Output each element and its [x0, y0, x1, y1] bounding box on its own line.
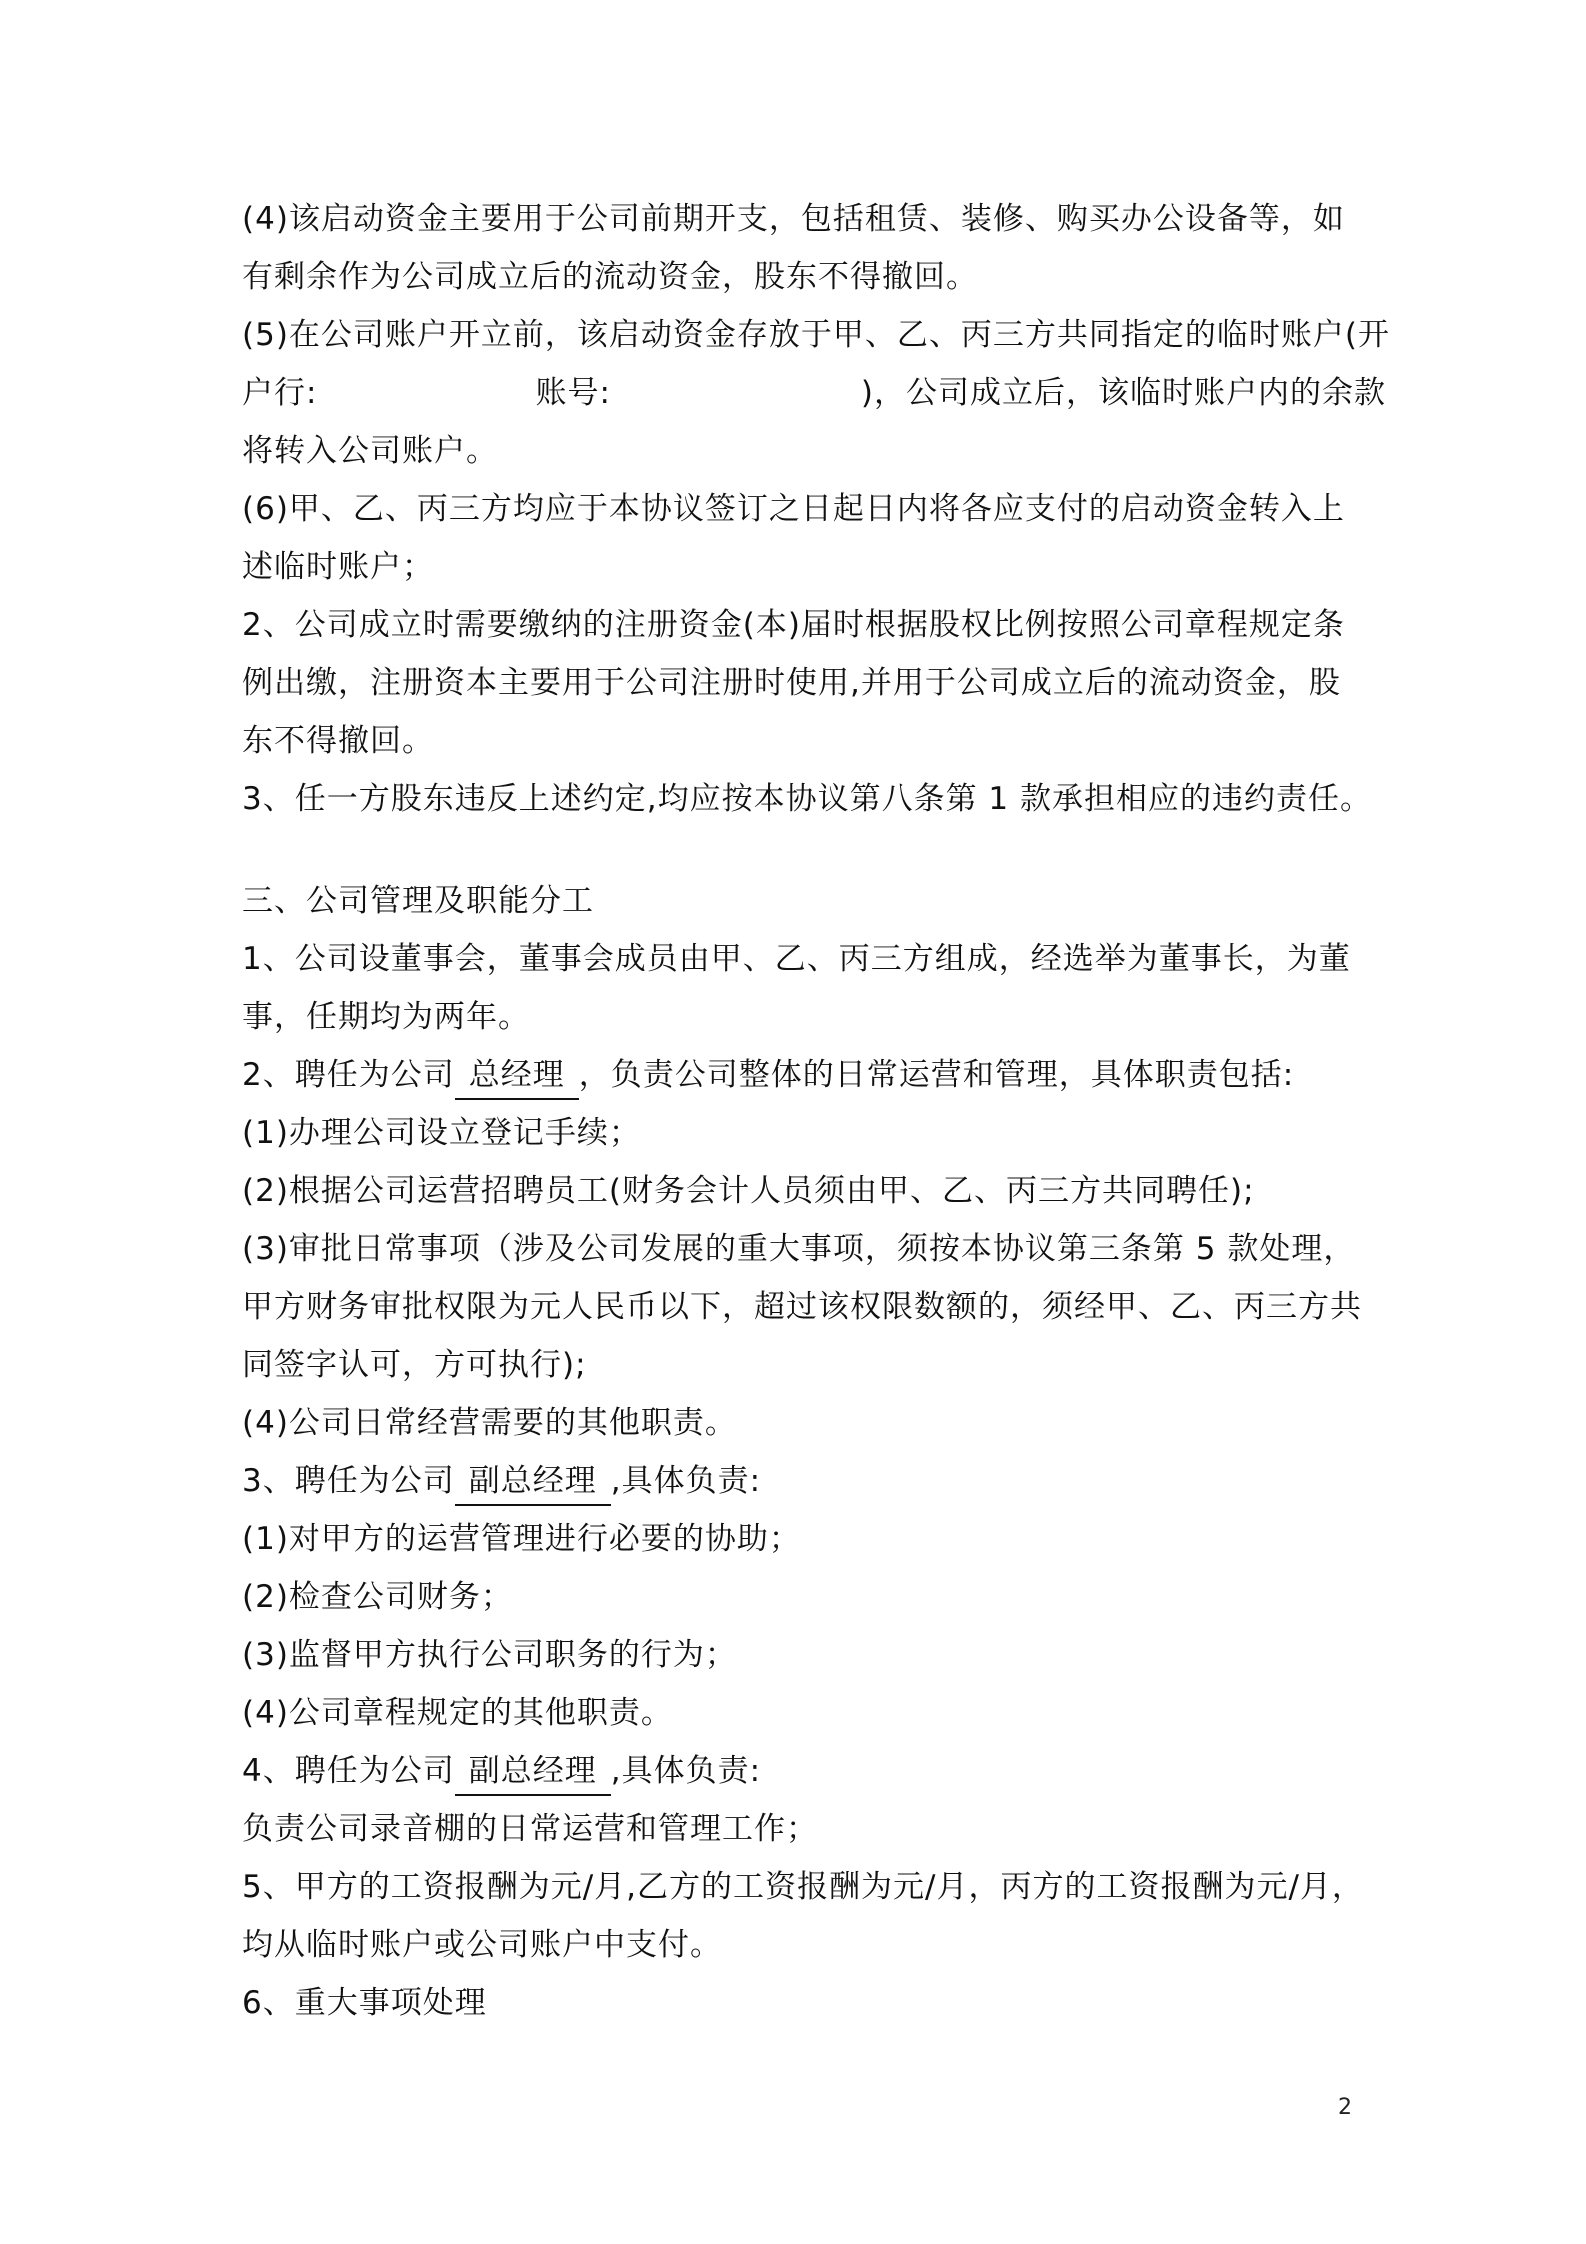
position-general-manager: 总经理	[455, 1052, 579, 1100]
text-segment: )，公司成立后，该临时账户内的余款	[860, 375, 1386, 411]
text-segment: 4、聘任为公司	[242, 1753, 455, 1789]
text-segment: 3、聘任为公司	[242, 1463, 455, 1499]
section-gap	[242, 828, 1362, 872]
text-line: 均从临时账户或公司账户中支付。	[242, 1927, 722, 1963]
page-number: 2	[1338, 2095, 1352, 2120]
account-label: 账号:	[535, 375, 611, 411]
text-line: (5)在公司账户开立前，该启动资金存放于甲、乙、丙三方共同指定的临时账户(开	[242, 317, 1391, 353]
text-line: 3、任一方股东违反上述约定,均应按本协议第八条第 1 款承担相应的违约责任。	[242, 781, 1373, 817]
text-line: 甲方财务审批权限为元人民币以下，超过该权限数额的，须经甲、乙、丙三方共	[242, 1289, 1362, 1325]
text-line	[242, 1046, 1362, 1104]
text-line: (3)审批日常事项（涉及公司发展的重大事项，须按本协议第三条第 5 款处理，	[242, 1231, 1356, 1267]
text-line: (4)该启动资金主要用于公司前期开支，包括租赁、装修、购买办公设备等，如	[242, 201, 1345, 237]
text-line: (4)公司日常经营需要的其他职责。	[242, 1405, 737, 1441]
text-line: 负责公司录音棚的日常运营和管理工作；	[242, 1811, 818, 1847]
text-line-with-blanks	[242, 364, 1386, 422]
text-segment: ，负责公司整体的日常运营和管理，具体职责包括:	[578, 1057, 1295, 1093]
text-line: 6、重大事项处理	[242, 1985, 487, 2021]
text-segment: ,具体负责:	[610, 1753, 762, 1789]
bank-label: 户行:	[242, 375, 318, 411]
text-line: 事，任期均为两年。	[242, 999, 530, 1035]
text-line	[242, 1742, 1362, 1800]
text-line: 1、公司设董事会，董事会成员由甲、乙、丙三方组成，经选举为董事长，为董	[242, 941, 1351, 977]
text-line: (4)公司章程规定的其他职责。	[242, 1695, 673, 1731]
text-line: (2)根据公司运营招聘员工(财务会计人员须由甲、乙、丙三方共同聘任);	[242, 1173, 1255, 1209]
text-line: 同签字认可，方可执行);	[242, 1347, 587, 1383]
text-line: (1)对甲方的运营管理进行必要的协助；	[242, 1521, 801, 1557]
text-line: 2、公司成立时需要缴纳的注册资金(本)届时根据股权比例按照公司章程规定条	[242, 607, 1345, 643]
text-line: 例出缴，注册资本主要用于公司注册时使用,并用于公司成立后的流动资金，股	[242, 665, 1341, 701]
section-heading: 三、公司管理及职能分工	[242, 883, 594, 919]
position-deputy-manager: 副总经理	[455, 1458, 611, 1506]
position-deputy-manager: 副总经理	[455, 1748, 611, 1796]
text-line: (2)检查公司财务；	[242, 1579, 513, 1615]
text-segment: 2、聘任为公司	[242, 1057, 455, 1093]
text-line: (6)甲、乙、丙三方均应于本协议签订之日起日内将各应支付的启动资金转入上	[242, 491, 1345, 527]
document-body	[242, 190, 1391, 2032]
text-line: (1)办理公司设立登记手续；	[242, 1115, 641, 1151]
text-line: 有剩余作为公司成立后的流动资金，股东不得撤回。	[242, 259, 978, 295]
text-line	[242, 1452, 1362, 1510]
text-line: 东不得撤回。	[242, 723, 434, 759]
text-segment: ,具体负责:	[610, 1463, 762, 1499]
text-line: (3)监督甲方执行公司职务的行为；	[242, 1637, 737, 1673]
text-line: 将转入公司账户。	[242, 433, 498, 469]
text-line: 述临时账户；	[242, 549, 434, 585]
text-line: 5、甲方的工资报酬为元/月,乙方的工资报酬为元/月，丙方的工资报酬为元/月，	[242, 1869, 1364, 1905]
